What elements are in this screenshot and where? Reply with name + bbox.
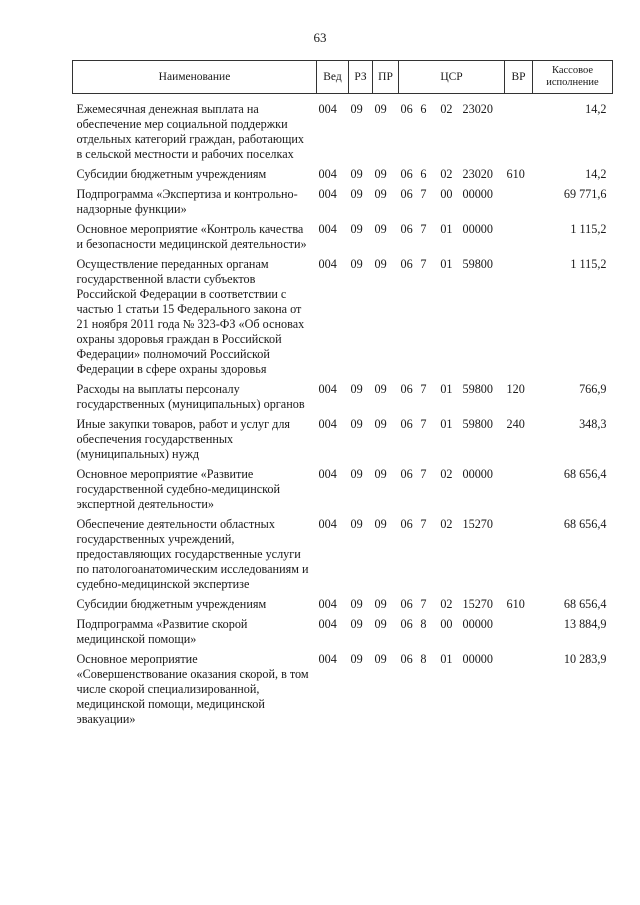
row-ved: 004 [318, 102, 337, 116]
header-pr: ПР [373, 61, 399, 94]
row-sum: 348,3 [579, 417, 607, 431]
row-csr [399, 382, 505, 417]
row-sum: 13 884,9 [563, 617, 607, 631]
table-row [73, 417, 613, 467]
row-rz: 09 [350, 417, 363, 431]
row-csr-part4: 15270 [462, 517, 493, 531]
row-vr [505, 652, 533, 732]
header-rz: РЗ [349, 61, 373, 94]
row-pr: 09 [374, 467, 387, 481]
row-rz: 09 [350, 617, 363, 631]
row-vr [505, 187, 533, 222]
row-csr [399, 617, 505, 652]
row-name: Иные закупки товаров, работ и услуг для обеспечения государственных (муниципальных) нужд [76, 417, 291, 461]
row-csr-part1: 06 [400, 417, 413, 431]
table-row [73, 517, 613, 597]
table-row [73, 187, 613, 222]
row-rz: 09 [350, 467, 363, 481]
row-csr-part1: 06 [400, 617, 413, 631]
row-name: Обеспечение деятельности областных государственных учреждений, предоставляющих государственные услуги по патологоанатомическим исследованиям и судебно-медицинской экспертизе [76, 517, 309, 591]
row-pr: 09 [374, 222, 387, 236]
row-sum: 10 283,9 [563, 652, 607, 666]
row-csr-part3: 02 [440, 597, 453, 611]
row-csr-part1: 06 [400, 467, 413, 481]
row-sum: 68 656,4 [563, 597, 607, 611]
row-csr-part1: 06 [400, 257, 413, 271]
table-row [73, 257, 613, 382]
row-pr: 09 [374, 382, 387, 396]
row-vr [505, 617, 533, 652]
row-vr [505, 467, 533, 517]
table-row [73, 652, 613, 732]
table-row [73, 222, 613, 257]
row-csr [399, 187, 505, 222]
row-vr: 240 [506, 417, 525, 431]
row-pr: 09 [374, 417, 387, 431]
header-name: Наименование [73, 61, 317, 94]
row-csr-part2: 6 [420, 102, 427, 116]
row-csr-part2: 7 [420, 467, 427, 481]
table-row [73, 617, 613, 652]
row-csr-part2: 8 [420, 617, 427, 631]
row-pr: 09 [374, 597, 387, 611]
row-vr: 610 [506, 597, 525, 611]
row-ved: 004 [318, 617, 337, 631]
row-csr-part2: 7 [420, 517, 427, 531]
row-csr [399, 417, 505, 467]
row-csr-part3: 01 [440, 652, 453, 666]
row-sum: 1 115,2 [570, 222, 607, 236]
row-csr-part4: 00000 [462, 187, 493, 201]
row-rz: 09 [350, 222, 363, 236]
row-csr-part4: 00000 [462, 222, 493, 236]
row-sum: 1 115,2 [570, 257, 607, 271]
row-csr-part4: 23020 [462, 102, 493, 116]
row-csr-part3: 01 [440, 382, 453, 396]
row-csr-part4: 59800 [462, 417, 493, 431]
row-csr-part3: 02 [440, 167, 453, 181]
row-csr-part1: 06 [400, 382, 413, 396]
row-csr-part4: 59800 [462, 382, 493, 396]
row-vr [505, 257, 533, 382]
row-ved: 004 [318, 222, 337, 236]
row-sum: 14,2 [585, 102, 607, 116]
table-body [73, 94, 613, 733]
row-rz: 09 [350, 517, 363, 531]
row-ved: 004 [318, 167, 337, 181]
row-vr: 610 [506, 167, 525, 181]
table-row [73, 382, 613, 417]
table-row [73, 597, 613, 617]
row-csr-part3: 01 [440, 222, 453, 236]
row-csr-part4: 00000 [462, 652, 493, 666]
row-csr-part4: 23020 [462, 167, 493, 181]
row-name: Субсидии бюджетным учреждениям [76, 597, 267, 611]
row-pr: 09 [374, 257, 387, 271]
row-rz: 09 [350, 257, 363, 271]
row-csr-part4: 00000 [462, 467, 493, 481]
row-pr: 09 [374, 517, 387, 531]
row-name: Субсидии бюджетным учреждениям [76, 167, 267, 181]
row-csr-part2: 7 [420, 187, 427, 201]
row-csr-part2: 7 [420, 222, 427, 236]
row-ved: 004 [318, 467, 337, 481]
row-csr-part4: 15270 [462, 597, 493, 611]
row-csr-part3: 02 [440, 102, 453, 116]
row-ved: 004 [318, 382, 337, 396]
row-csr [399, 94, 505, 168]
row-csr-part3: 01 [440, 257, 453, 271]
row-csr [399, 167, 505, 187]
row-csr-part4: 59800 [462, 257, 493, 271]
row-csr-part1: 06 [400, 102, 413, 116]
row-csr [399, 652, 505, 732]
row-name: Основное мероприятие «Совершенствование оказания скорой, в том числе скорой специализированной, медицинской помощи, медицинской эвакуации» [76, 652, 309, 726]
row-ved: 004 [318, 257, 337, 271]
row-vr: 120 [506, 382, 525, 396]
row-csr-part4: 00000 [462, 617, 493, 631]
row-vr [505, 94, 533, 168]
row-vr [505, 222, 533, 257]
row-rz: 09 [350, 652, 363, 666]
header-vr: ВР [505, 61, 533, 94]
row-csr [399, 467, 505, 517]
row-csr-part3: 00 [440, 187, 453, 201]
row-sum: 14,2 [585, 167, 607, 181]
row-name: Расходы на выплаты персоналу государственных (муниципальных) органов [76, 382, 305, 411]
row-name: Основное мероприятие «Развитие государственной судебно-медицинской экспертной деятельности» [76, 467, 281, 511]
row-rz: 09 [350, 102, 363, 116]
row-csr-part2: 8 [420, 652, 427, 666]
table-row [73, 94, 613, 168]
row-csr-part2: 7 [420, 417, 427, 431]
page-number: 63 [313, 30, 327, 45]
row-pr: 09 [374, 652, 387, 666]
row-csr-part1: 06 [400, 167, 413, 181]
row-csr-part2: 7 [420, 382, 427, 396]
row-pr: 09 [374, 167, 387, 181]
row-ved: 004 [318, 652, 337, 666]
row-rz: 09 [350, 167, 363, 181]
header-sum [533, 61, 613, 94]
row-csr-part3: 01 [440, 417, 453, 431]
row-sum: 69 771,6 [563, 187, 607, 201]
row-rz: 09 [350, 382, 363, 396]
row-pr: 09 [374, 617, 387, 631]
row-sum: 68 656,4 [563, 467, 607, 481]
row-csr-part3: 02 [440, 517, 453, 531]
header-sum-line2: исполнение [546, 77, 599, 88]
row-name: Подпрограмма «Экспертиза и контрольно-надзорные функции» [76, 187, 298, 216]
row-pr: 09 [374, 102, 387, 116]
row-csr-part1: 06 [400, 517, 413, 531]
header-csr: ЦСР [399, 61, 505, 94]
row-sum: 766,9 [579, 382, 607, 396]
row-csr-part1: 06 [400, 187, 413, 201]
row-csr-part2: 6 [420, 167, 427, 181]
header-sum-line1: Кассовое [551, 65, 594, 76]
row-pr: 09 [374, 187, 387, 201]
row-name: Подпрограмма «Развитие скорой медицинской помощи» [76, 617, 248, 646]
row-name: Основное мероприятие «Контроль качества и безопасности медицинской деятельности» [76, 222, 307, 251]
row-ved: 004 [318, 597, 337, 611]
row-rz: 09 [350, 597, 363, 611]
row-name: Осуществление переданных органам государственной власти субъектов Российской Федерации в соответствии с частью 1 статьи 15 Федерального закона от 21 ноября 2011 года № 323-ФЗ «Об основах охраны здоровья граждан в Российской Федерации» полномочий Российской Федерации в сфере охраны здоровья [76, 257, 305, 376]
row-csr-part1: 06 [400, 222, 413, 236]
row-sum: 68 656,4 [563, 517, 607, 531]
table-header [73, 61, 613, 94]
row-csr-part1: 06 [400, 652, 413, 666]
row-csr-part1: 06 [400, 597, 413, 611]
row-csr-part3: 02 [440, 467, 453, 481]
row-ved: 004 [318, 187, 337, 201]
row-csr-part3: 00 [440, 617, 453, 631]
table-row [73, 467, 613, 517]
header-ved: Вед [317, 61, 349, 94]
row-ved: 004 [318, 517, 337, 531]
row-csr [399, 597, 505, 617]
row-ved: 004 [318, 417, 337, 431]
budget-table [72, 60, 613, 732]
row-csr-part2: 7 [420, 257, 427, 271]
row-name: Ежемесячная денежная выплата на обеспечение мер социальной поддержки отдельных категорий граждан, работающих в сельской местности и рабочих поселках [76, 102, 305, 161]
row-csr [399, 517, 505, 597]
row-rz: 09 [350, 187, 363, 201]
row-vr [505, 517, 533, 597]
table-row [73, 167, 613, 187]
row-csr [399, 222, 505, 257]
row-csr [399, 257, 505, 382]
row-csr-part2: 7 [420, 597, 427, 611]
